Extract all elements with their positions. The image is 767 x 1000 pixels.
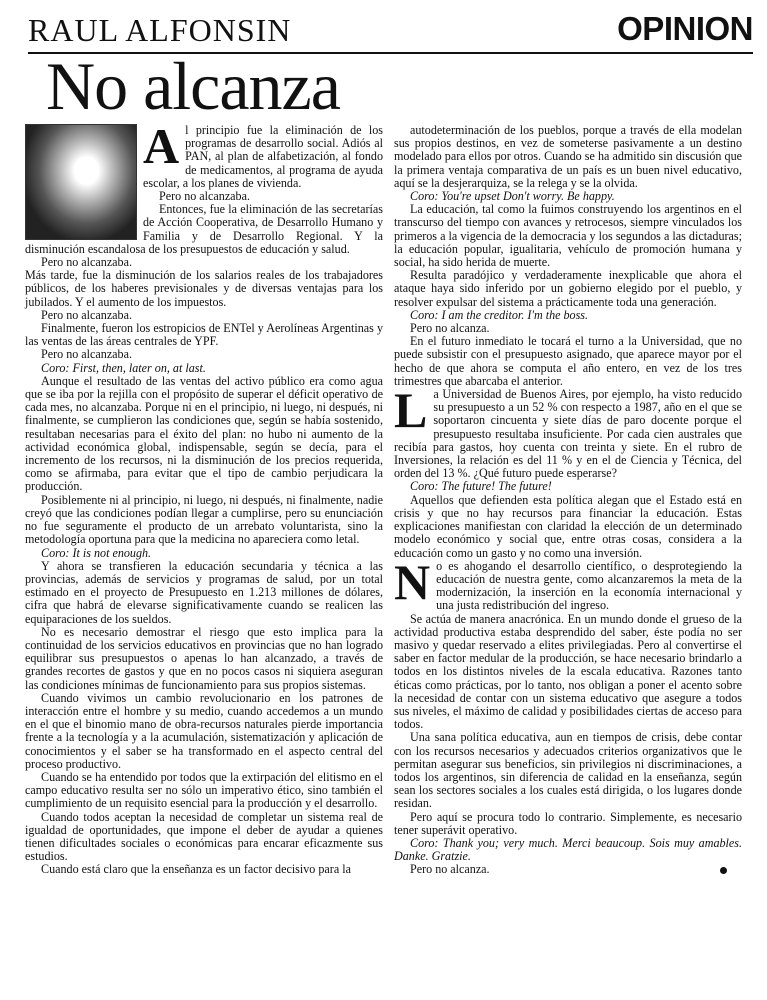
paragraph-text: Cuando se ha entendido por todos que la extirpación del elitismo en el campo educativo resulta ser no sólo un imperativo ético, sino también el cumplimiento de un requisito esencial para la producción y el desarrollo. [25, 769, 383, 811]
paragraph-text: o es ahogando el desarrollo científico, o desprotegiendo la educación de nuestra gente, como alcanzaremos la meta de la modernización, la inserción en la economía internacional y una justa redistribución del ingreso. [436, 558, 742, 613]
author-photo [25, 124, 137, 240]
article-paragraph [394, 382, 742, 481]
article-paragraph [394, 837, 742, 863]
paragraph-text: Pero no alcanzaba. [41, 347, 132, 362]
paragraph-text: Aunque el resultado de las ventas del activo público era como agua que se iba por la rejilla con el propósito de superar el déficit operativo de cada mes, no alcanzaba. Porque ni en el principio, ni luego, ni después, ni finalmente, se cumplieron las condiciones que, según se había sostenido, resultaban necesarias para el éxito del plan: no hubo ni aumento de la actividad económica global, indispensable, según se decía, para el incremento de los recursos, ni la disminución de los precios requerida, como se afirmaba, para evitar que el tipo de cambio perjudicara la producción. [25, 373, 383, 494]
paragraph-text: Pero aquí se procura todo lo contrario. Simplemente, es necesario tener superávit operativo. [394, 809, 742, 837]
article-paragraph [25, 771, 383, 811]
paragraph-text: Pero no alcanza. [410, 862, 490, 877]
paragraph-text: Pero no alcanzaba. [41, 255, 132, 270]
article-title: No alcanza [46, 48, 340, 124]
paragraph-text: En el futuro inmediato le tocará el turno a la Universidad, que no puede subsistir con el presupuesto asignado, que aparece mayor por el hecho de que ahora se computa el año entero, en vez de los tres trimestres que abarcaba el anterior. [394, 334, 742, 388]
paragraph-text: Cuando vivimos un cambio revolucionario en los patrones de interacción entre el hombre y su medio, cuando accedemos a un mundo en el que el binomio mano de obra-recursos naturales pierde importancia frente a la tecnología y a la acumulación, sistematización y aplicación de conocimientos y el saber se ha transformado en el aspecto central del proceso productivo. [25, 690, 383, 771]
article-paragraph [25, 626, 383, 692]
paragraph-text: Coro: You're upset Don't worry. Be happy. [410, 189, 615, 204]
paragraph-text: Coro: Thank you; very much. Merci beaucoup. Sois muy amables. Danke. Gratzie. [394, 835, 742, 864]
article-paragraph [25, 863, 383, 876]
section-label: OPINION [617, 10, 753, 47]
drop-cap: A [143, 118, 180, 174]
article-paragraph [394, 269, 742, 309]
article-column-2 [394, 124, 742, 877]
paragraph-text: Se actúa de manera anacrónica. En un mundo donde el grueso de la actividad productiva estaba desprendido del saber, éste podía no ser masivo y quedar reservado a elites privilegiadas. Pero al convertirse el saber en factor medular de la producción, se hace necesario brindarlo a todos en los distintos niveles de la escala educativa. Razones tanto éticas como prácticas, por lo tanto, nos obligan a poner el acento sobre la necesidad de contar con un sistema educativo que asegure a todos sus niveles, el máximo de calidad y posibilidades ciertas de acceso para todos. [394, 611, 742, 732]
paragraph-text: Posiblemente ni al principio, ni luego, ni después, ni finalmente, nadie creyó que las condiciones podían llegar a cumplirse, pero su enunciación no fue seguramente el producto de un arrebato voluntarista, sino la metodología oportuna para que la medicina no apareciera como letal. [25, 492, 383, 547]
article-paragraph [25, 322, 383, 348]
paragraph-text: Pero no alcanzaba. [41, 307, 132, 322]
paragraph-text: Más tarde, fue la disminución de los salarios reales de los trabajadores públicos, de los haberes previsionales y de diversas ventajas para los jubilados. Y el aumento de los impuestos. [25, 268, 383, 309]
paragraph-text: Entonces, fue la eliminación de las secretarías de Acción Cooperativa, de Desarrollo Humano y Familia y de Desarrollo Regional. Y la disminución escandalosa de los presupuestos de educación y salud. [25, 202, 383, 256]
paragraph-text: Coro: First, then, later on, at last. [41, 360, 206, 375]
paragraph-text: Cuando está claro que la enseñanza es un factor decisivo para la [41, 862, 351, 877]
paragraph-text: autodeterminación de los pueblos, porque a través de ella modelan sus propios destinos, en vez de someterse pasivamente a un destino modelado para ellos por otros. Cuando se ha admitido sin discusión que la primera ventaja comparativa de un país es un buen nivel educativo, aquí se la desjerarquiza, se la relega y se la olvida. [394, 123, 742, 190]
drop-cap: N [394, 553, 431, 610]
drop-cap: L [394, 382, 428, 439]
paragraph-text: Coro: The future! The future! [410, 479, 552, 494]
article-column-1 [25, 118, 383, 877]
paragraph-text: Finalmente, fueron los estropicios de ENTel y Aerolíneas Argentinas y las ventas de las áreas centrales de YPF. [25, 321, 383, 349]
article-paragraph [25, 269, 383, 309]
article-paragraph [25, 560, 383, 626]
paragraph-text: Una sana política educativa, aun en tiempos de crisis, debe contar con los recursos necesarios y adecuados criterios organizativos que le permitan asegurar sus beneficios, sin privilegios ni discriminaciones, a todos los argentinos, sin diferencia de calidad en la enseñanza, según sean los sectores sociales a los cuales está dirigida, o los lugares donde residan. [394, 730, 742, 811]
article-paragraph [394, 863, 742, 876]
paragraph-text: Cuando todos aceptan la necesidad de completar un sistema real de igualdad de oportunidades, que impone el deber de ayudar a quienes tienen dificultades sociales o económicas para encarar eficazmente sus estudios. [25, 809, 383, 864]
paragraph-text: a Universidad de Buenos Aires, por ejemplo, ha visto reducido su presupuesto a un 52 % con respecto a 1987, año en el que se soportaron cincuenta y siete días de paro docente porque el presupuesto resultaba insuficiente. Por cada cien australes que recibía para gastos, hoy cuenta con treinta y siete. En el rubro de Inversiones, la relación es del 11 % y en el de Ciencia y Técnica, del orden del 13 %. ¿Qué futuro puede esperarse? [394, 387, 742, 481]
article-paragraph [394, 124, 742, 190]
author-name: RAUL ALFONSIN [28, 12, 292, 48]
article-paragraph [25, 375, 383, 494]
article-paragraph [394, 613, 742, 732]
paragraph-text: Pero no alcanzaba. [159, 189, 250, 204]
paragraph-text: Aquellos que defienden esta política alegan que el Estado está en crisis y que no hay recursos para financiar la educación. Estas explicaciones manifiestan con claridad la elección de un determinado modelo económico y social que, entre otras cosas, considera a la educación como un gasto y no como una inversión. [394, 492, 742, 560]
paragraph-text: l principio fue la eliminación de los programas de desarrollo social. Adiós al PAN, al plan de alfabetización, al fondo de medicamentos, al programa de ayuda escolar, a los planes de vivienda. [143, 123, 383, 190]
article-paragraph [25, 692, 383, 771]
paragraph-text: Pero no alcanza. [410, 321, 490, 336]
paragraph-text: No es necesario demostrar el riesgo que esto implica para la continuidad de los servicios educativos en provincias que no han logrado equilibrar sus presupuestos o apenas lo han alcanzado, a través de grandes recortes de gastos y que en no pocos casos ni siquiera aseguran las condiciones mínimas de funcionamiento para sus propios sistemas. [25, 624, 383, 692]
paragraph-text: La educación, tal como la fuimos construyendo los argentinos en el transcurso del tiempo con avances y retrocesos, siempre vinculados los primeros a la vigencia de la democracia y los segundos a las dictaduras; la educación popular, igualitaria, vehículo de promoción humana y social, ha sido herida de muerte. [394, 202, 742, 270]
paragraph-text: Resulta paradójico y verdaderamente inexplicable que ahora el ataque haya sido inferido por un gobierno elegido por el pueblo, y resolver expulsar del sistema a prácticamente toda una generación. [394, 268, 742, 309]
article-paragraph [394, 811, 742, 837]
article-paragraph [394, 203, 742, 269]
article-paragraph [25, 811, 383, 864]
article-paragraph [394, 731, 742, 810]
end-mark-icon [720, 867, 727, 874]
article-paragraph [394, 494, 742, 560]
article-paragraph [394, 335, 742, 388]
paragraph-text: Coro: I am the creditor. I'm the boss. [410, 307, 589, 322]
article-paragraph [25, 494, 383, 547]
paragraph-text: Coro: It is not enough. [41, 545, 152, 560]
paragraph-text: Y ahora se transfieren la educación secundaria y técnica a las provincias, además de servicios y programas de salud, por un total estimado en el proyecto de Presupuesto en 1.213 millones de dólares, cifra que habrá de elevarse significativamente cuando se realicen las equiparaciones de los sueldos. [25, 558, 383, 626]
article-paragraph [394, 553, 742, 613]
